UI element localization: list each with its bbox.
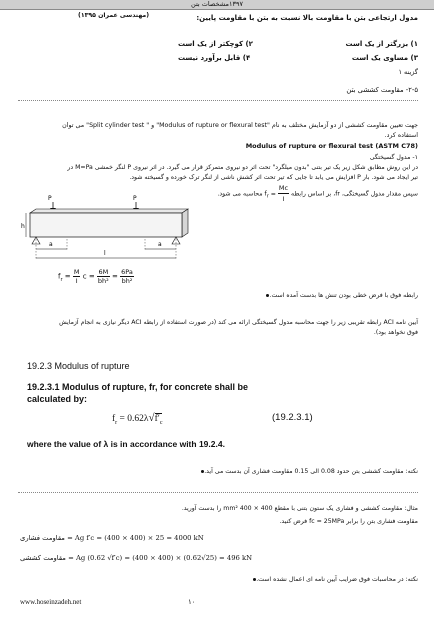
span-a-label-left: a	[49, 241, 53, 248]
calc-compressive-expr: = Ag f′c = (400 × 400) × 25 = 4000 kN	[67, 534, 204, 542]
beam-body	[30, 213, 182, 237]
option-3: ۳) مساوی یک است	[351, 54, 418, 62]
bullet-no-factors: نکته: در محاسبات فوق ضرایب آیین نامه ای اعمال نشده است.	[248, 576, 418, 583]
fr-formula: $f_r$ = $\frac{M}{I}$ c = $\frac{6M}{\text{bh²}}$ = $\frac{6Pa}{\text{bh²}}$	[58, 268, 133, 285]
code-equation: $f_r = 0.62\lambda√f'_c$	[112, 412, 163, 426]
aci-line-2: فوق نخواهد بود).	[373, 329, 418, 336]
mor-heading: Modulus of rupture or flexural test (ASTM C78)	[245, 142, 418, 150]
answer-text: گزینه ۱	[398, 68, 418, 76]
inline-fr-formula: $f_r$ = $\frac{Mc}{I}$	[264, 184, 289, 203]
code-sub-line-1: 19.2.3.1 Modulus of rupture, fr, for concrete shall be	[27, 382, 249, 392]
aci-paragraph	[16, 318, 418, 338]
calc-compressive	[20, 534, 204, 542]
option-4: ۴) قابل برآورد نیست	[178, 54, 251, 62]
section-title: ۲-۵- مقاومت کششی بتن	[346, 86, 418, 94]
footer-page-number: ۱۰	[188, 598, 196, 606]
code-lambda-note: where the value of λ is in accordance with 19.2.4.	[27, 439, 225, 449]
span-a-label-right: a	[158, 241, 162, 248]
code-equation-number: (19.2.3.1)	[272, 412, 313, 423]
option-1: ۱) بزرگتر از یک است	[345, 40, 418, 48]
beam-diagram	[0, 195, 434, 265]
mor-line-0: ۱- مدول گسیختگی	[369, 154, 418, 161]
load-label-left: P	[48, 195, 52, 202]
intro-line-1: جهت تعیین مقاومت کششی از دو آزمایش مختلف به نام "Modulus of rupture or flexural test" و " Split cylinder test" می توان	[62, 122, 418, 129]
code-section-heading: 19.2.3 Modulus of rupture	[27, 361, 130, 371]
page-header: ۱۳۹۷مشخصات بتن	[0, 0, 434, 10]
question-text: مدول ارتجاعی بتن با مقاومت بالا نسبت به بتن با مقاومت پایین:	[196, 14, 418, 22]
span-l-label: l	[104, 250, 106, 257]
code-subsection	[27, 381, 407, 405]
bullet-linear-stress: رابطه فوق با فرض خطی بودن تنش ها بدست آمده است.	[261, 292, 418, 299]
calc-tensile-expr: = Ag (0.62 √f′c) = (400 × 400) × (0.62√25) = 496 kN	[68, 554, 253, 562]
height-label: h	[21, 223, 25, 230]
mor-line-3: سپس مقدار مدول گسیختگی، fr، بر اساس رابطه $f_r$ = $\frac{Mc}{I}$ محاسبه می شود.	[217, 184, 418, 203]
mor-line-1: در این روش مطابق شکل زیر یک تیر بتنی "بدون میلگرد" تحت اثر دو نیروی متمرکز قرار می گیرد. در اثر نیروی P لنگر خمشی M=Pa در	[67, 164, 418, 171]
intro-line-2: استفاده کرد.	[384, 132, 418, 139]
code-sub-line-2: calculated by:	[27, 394, 88, 404]
question-source-tag: (مهندسی عمران ۱۳۹۵)	[78, 12, 150, 19]
example-line-2: مقاومت فشاری بتن را برابر fc = 25MPa فرض کنید.	[279, 518, 418, 525]
example-line-1: مثال: مقاومت کششی و فشاری یک ستون بتنی با مقطع 400 × 400 mm² را بدست آورید.	[181, 505, 418, 512]
calc-compressive-label: مقاومت فشاری	[20, 534, 65, 542]
footer-website: www.hoseinzadeh.net	[20, 598, 82, 606]
option-2: ۲) کوچکتر از یک است	[178, 40, 253, 48]
mor-line-2: تیر ایجاد می شود. بار P افزایش می یابد تا جایی که تیر تحت اثر کشش ناشی از لنگر ترک خورده و گسیخته شود.	[129, 174, 418, 181]
bullet-tensile-ratio: نکته: مقاومت کششی بتن حدود 0.08 الی 0.15 مقاومت فشاری آن بدست می آید.	[196, 468, 418, 475]
divider	[18, 492, 418, 493]
calc-tensile-label: مقاومت کششی	[20, 554, 66, 562]
aci-line-1: آیین نامه ACI رابطه تقریبی زیر را جهت محاسبه مدول گسیختگی ارائه می کند (در صورت استفاده از رابطه ACI دیگر نیازی به انجام آزمایش	[59, 319, 418, 326]
divider	[18, 100, 418, 101]
calc-tensile	[20, 554, 252, 562]
load-label-right: P	[133, 195, 137, 202]
intro-paragraph	[16, 121, 418, 141]
